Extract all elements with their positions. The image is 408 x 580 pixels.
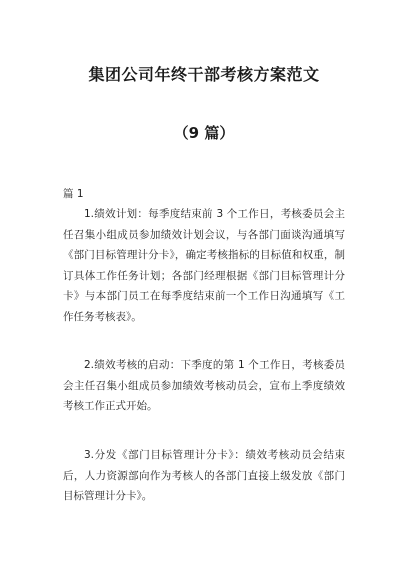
paragraph-1: 1.绩效计划：每季度结束前 3 个工作日，考核委员会主任召集小组成员参加绩效计划会议，与各部门面谈沟通填写《部门目标管理计分卡》，确定考核指标的目标值和权重，制订具体工作任务计划；各部门经理根据《部门目标管理计分卡》与本部门员工在每季度结束前一个工作日沟通填写《工作任务考核表》。: [63, 208, 345, 323]
document-title: 集团公司年终干部考核方案范文: [88, 65, 320, 84]
paragraph-3: 3.分发《部门目标管理计分卡》：绩效考核动员会结束后，人力资源部向作为考核人的各部门直接上级发放《部门目标管理计分卡》。: [63, 449, 345, 502]
document-subtitle: （9 篇）: [173, 124, 235, 142]
section-label: 篇 1: [63, 188, 84, 200]
paragraph-2: 2.绩效考核的启动：下季度的第 1 个工作日，考核委员会主任召集小组成员参加绩效考核动员会，宣布上季度绩效考核工作正式开始。: [63, 359, 345, 412]
